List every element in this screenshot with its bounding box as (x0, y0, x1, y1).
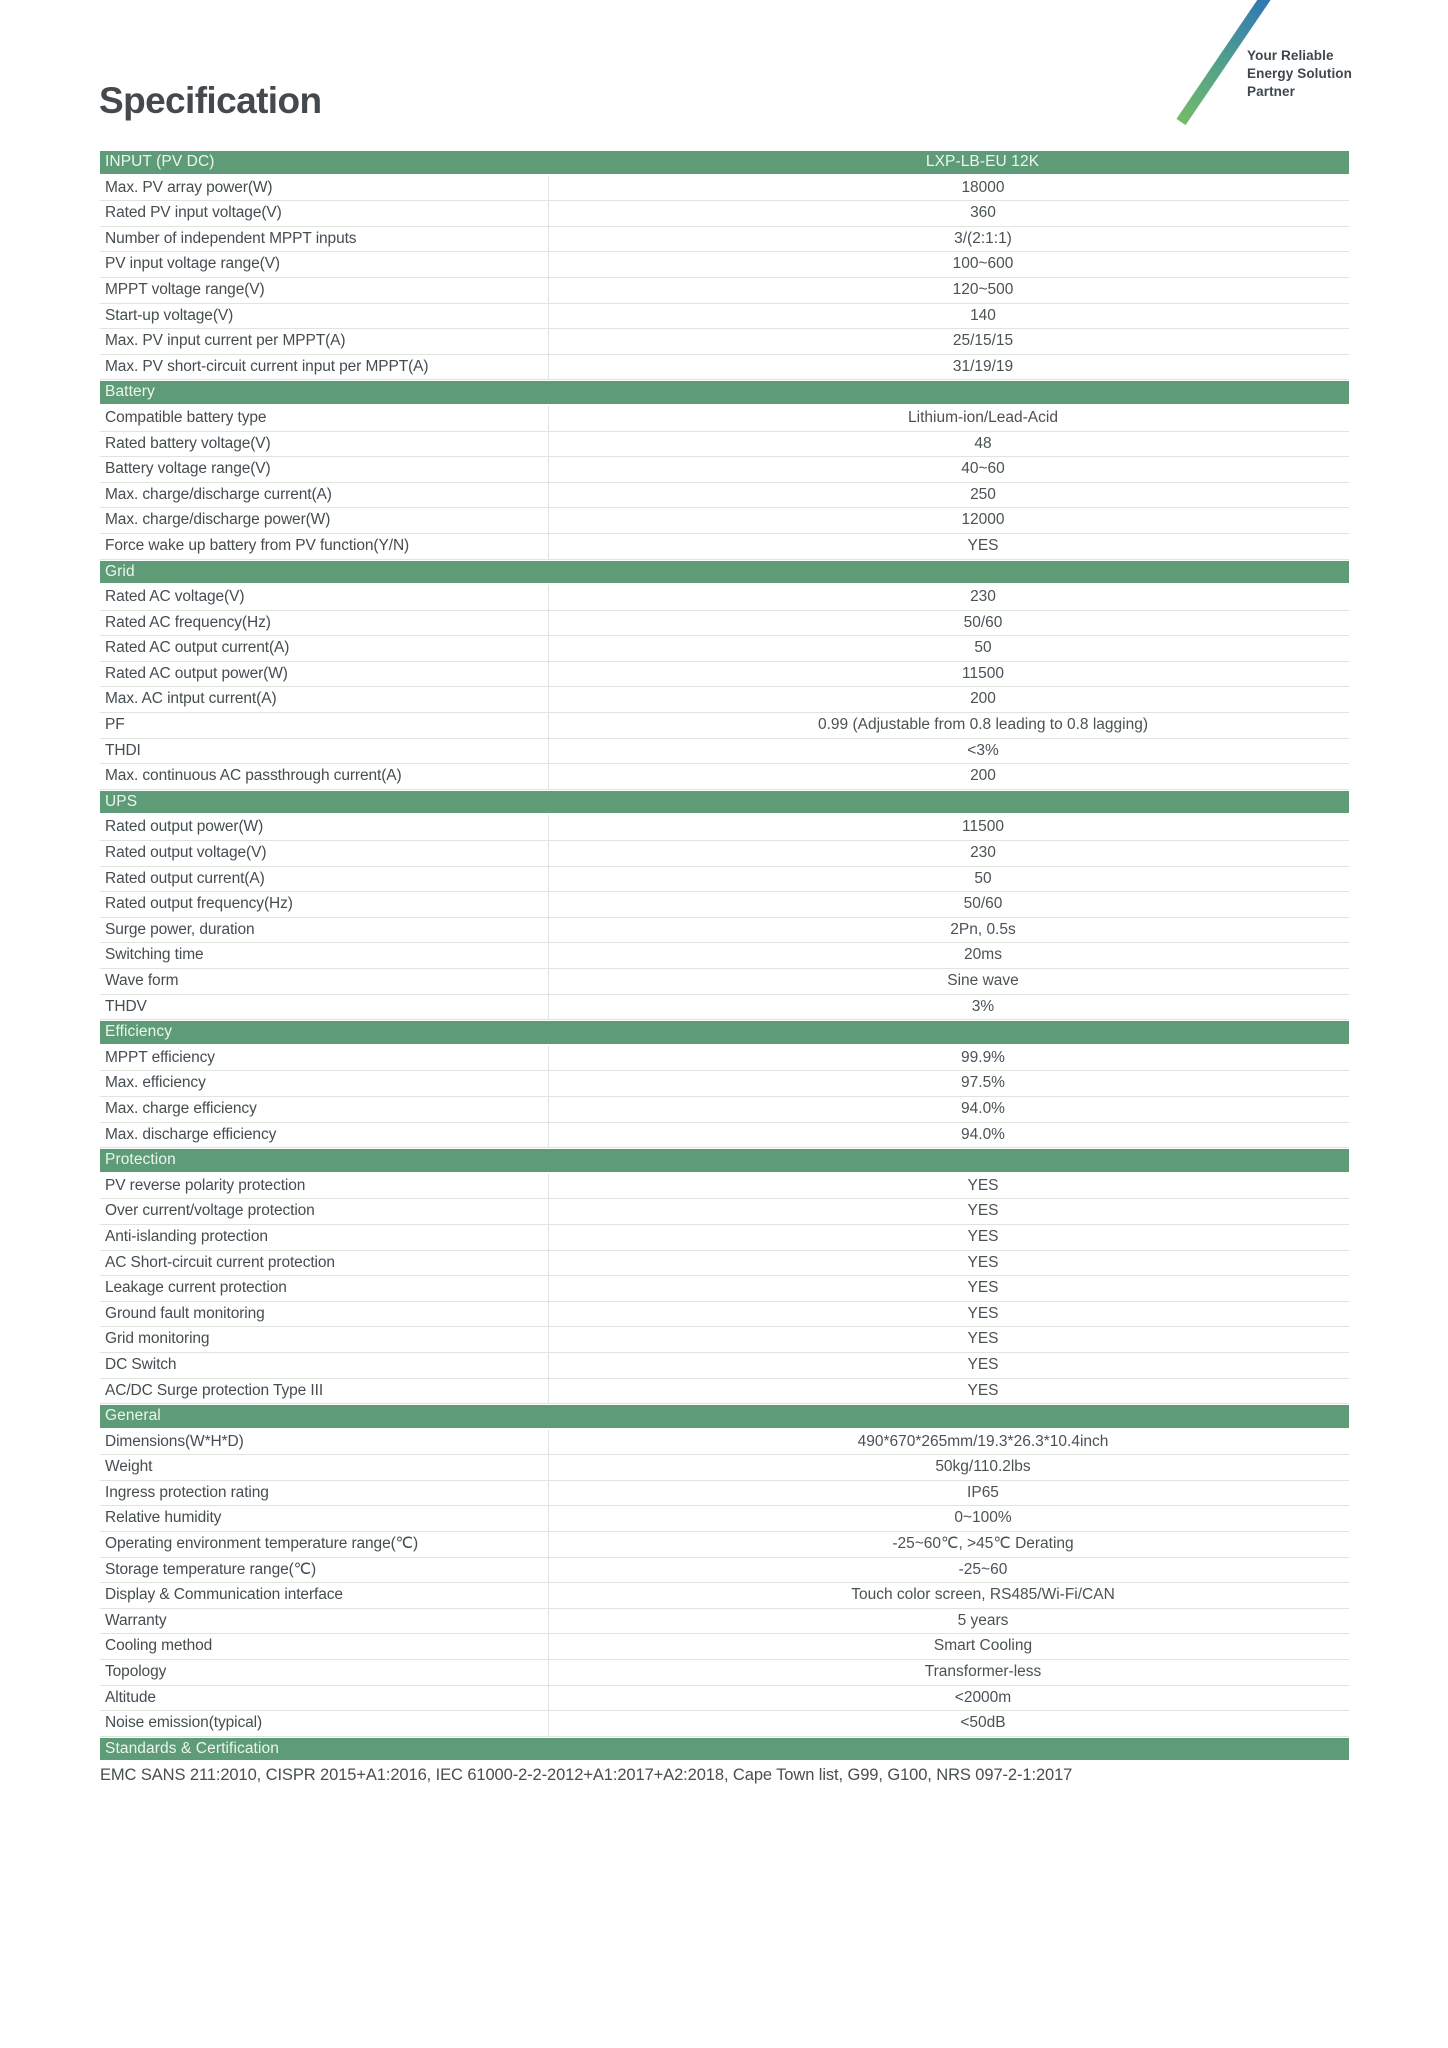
row-value: 3/(2:1:1) (548, 227, 1349, 252)
table-row (100, 1379, 1349, 1405)
table-row (100, 355, 1349, 381)
row-value: 20ms (548, 943, 1349, 968)
row-label: MPPT efficiency (105, 1048, 215, 1066)
section-header (100, 1404, 1349, 1430)
row-label: Start-up voltage(V) (105, 306, 234, 324)
table-row (100, 1455, 1349, 1481)
section-header (100, 790, 1349, 816)
row-label: Relative humidity (105, 1509, 222, 1527)
table-row (100, 969, 1349, 995)
table-row (100, 1609, 1349, 1635)
section-title: Standards & Certification (105, 1739, 279, 1757)
table-row (100, 1071, 1349, 1097)
row-value: -25~60℃, >45℃ Derating (548, 1532, 1349, 1557)
row-label: PV input voltage range(V) (105, 255, 280, 273)
table-row (100, 918, 1349, 944)
row-value: <50dB (548, 1711, 1349, 1736)
section-header (100, 380, 1349, 406)
row-label: Wave form (105, 972, 179, 989)
row-label: Display & Communication interface (105, 1586, 343, 1604)
row-value: YES (548, 534, 1349, 559)
row-label: Rated battery voltage(V) (105, 434, 271, 452)
section-title: UPS (105, 792, 138, 810)
row-value: YES (548, 1302, 1349, 1327)
table-row (100, 841, 1349, 867)
row-value: 25/15/15 (548, 329, 1349, 354)
row-value: 120~500 (548, 278, 1349, 303)
table-row (100, 304, 1349, 330)
row-value: 11500 (548, 815, 1349, 840)
row-label: Grid monitoring (105, 1330, 210, 1348)
row-value: -25~60 (548, 1558, 1349, 1583)
row-value: YES (548, 1379, 1349, 1404)
row-label: Battery voltage range(V) (105, 460, 271, 478)
row-value: 0.99 (Adjustable from 0.8 leading to 0.8 lagging) (548, 713, 1349, 738)
table-row (100, 1225, 1349, 1251)
row-label: Max. AC intput current(A) (105, 690, 277, 708)
table-row (100, 687, 1349, 713)
row-value: 31/19/19 (548, 355, 1349, 380)
row-label: AC/DC Surge protection Type III (105, 1381, 324, 1399)
logo-tagline-line: Energy Solution (1247, 66, 1353, 81)
model-badge: LXP-LB-EU 12K (925, 153, 1040, 170)
table-row (100, 1353, 1349, 1379)
section-title: Battery (105, 383, 155, 401)
table-row (100, 1558, 1349, 1584)
row-value: 200 (548, 687, 1349, 712)
row-label: PV reverse polarity protection (105, 1176, 306, 1194)
table-row (100, 892, 1349, 918)
table-row (100, 432, 1349, 458)
table-row (100, 252, 1349, 278)
row-value: 5 years (548, 1609, 1349, 1634)
section-title: INPUT (PV DC) (105, 153, 215, 170)
row-value: 40~60 (548, 457, 1349, 482)
table-row (100, 201, 1349, 227)
table-row (100, 1046, 1349, 1072)
row-label: Surge power, duration (105, 920, 255, 938)
table-row (100, 457, 1349, 483)
row-value: 50 (548, 636, 1349, 661)
row-label: THDV (105, 997, 147, 1015)
row-value: 3% (548, 995, 1349, 1020)
row-value: 11500 (548, 662, 1349, 687)
table-row (100, 713, 1349, 739)
row-label: DC Switch (105, 1355, 177, 1373)
row-label: Storage temperature range(℃) (105, 1560, 317, 1578)
row-label: Over current/voltage protection (105, 1202, 315, 1220)
brand-logo (1150, 0, 1448, 140)
table-row (100, 176, 1349, 202)
row-value: YES (548, 1199, 1349, 1224)
table-row (100, 483, 1349, 509)
table-row (100, 1276, 1349, 1302)
section-header (100, 560, 1349, 586)
row-label: Ingress protection rating (105, 1483, 269, 1501)
table-row (100, 1430, 1349, 1456)
row-label: Max. discharge efficiency (105, 1125, 277, 1143)
row-value: 100~600 (548, 252, 1349, 277)
row-label: Anti-islanding protection (105, 1227, 268, 1245)
row-value: 50/60 (548, 892, 1349, 917)
row-label: Max. charge efficiency (105, 1099, 257, 1117)
row-value: 94.0% (548, 1097, 1349, 1122)
section-title: General (105, 1407, 161, 1425)
table-row (100, 1174, 1349, 1200)
row-value: 0~100% (548, 1506, 1349, 1531)
table-row (100, 995, 1349, 1021)
table-row (100, 1327, 1349, 1353)
row-value: 360 (548, 201, 1349, 226)
row-label: Max. charge/discharge power(W) (105, 511, 331, 529)
row-value: 97.5% (548, 1071, 1349, 1096)
row-label: Rated output power(W) (105, 818, 264, 836)
row-value: <3% (548, 739, 1349, 764)
table-row (100, 1481, 1349, 1507)
row-value: 94.0% (548, 1123, 1349, 1148)
row-label: Cooling method (105, 1637, 213, 1655)
row-label: Noise emission(typical) (105, 1714, 263, 1732)
section-title: Grid (105, 562, 135, 580)
row-value: Transformer-less (548, 1660, 1349, 1685)
table-row (100, 1532, 1349, 1558)
row-label: MPPT voltage range(V) (105, 280, 265, 298)
page-title: Specification (99, 80, 322, 121)
logo-tagline-line: Your Reliable (1247, 48, 1334, 63)
row-value: 250 (548, 483, 1349, 508)
row-label: Weight (105, 1458, 153, 1476)
section-header (100, 1020, 1349, 1046)
row-label: Max. PV input current per MPPT(A) (105, 332, 346, 350)
row-label: Operating environment temperature range(℃) (105, 1535, 419, 1553)
row-value: <2000m (548, 1686, 1349, 1711)
table-row (100, 662, 1349, 688)
row-label: Rated PV input voltage(V) (105, 204, 282, 222)
table-row (100, 1097, 1349, 1123)
row-value: YES (548, 1353, 1349, 1378)
table-row (100, 406, 1349, 432)
row-value: 230 (548, 585, 1349, 610)
row-value: 99.9% (548, 1046, 1349, 1071)
table-row (100, 1251, 1349, 1277)
row-value: 18000 (548, 176, 1349, 201)
row-label: Dimensions(W*H*D) (105, 1432, 244, 1450)
section-header (100, 1737, 1349, 1763)
row-label: Compatible battery type (105, 408, 267, 426)
table-row (100, 1634, 1349, 1660)
table-row (100, 815, 1349, 841)
table-row (100, 1506, 1349, 1532)
table-row (100, 1302, 1349, 1328)
logo-tagline (1247, 47, 1352, 101)
row-label: Rated AC frequency(Hz) (105, 613, 271, 631)
row-label: Max. continuous AC passthrough current(A) (105, 767, 402, 785)
row-label: Max. efficiency (105, 1074, 206, 1092)
row-value: IP65 (548, 1481, 1349, 1506)
table-row (100, 585, 1349, 611)
logo-tagline-line: Partner (1247, 84, 1295, 99)
spec-table (100, 150, 1349, 1762)
row-label: Rated AC output power(W) (105, 664, 288, 682)
table-row (100, 943, 1349, 969)
row-label: Switching time (105, 946, 204, 964)
row-value: 2Pn, 0.5s (548, 918, 1349, 943)
table-row (100, 1686, 1349, 1712)
table-row (100, 534, 1349, 560)
row-label: Max. charge/discharge current(A) (105, 485, 332, 503)
table-row (100, 636, 1349, 662)
row-value: YES (548, 1276, 1349, 1301)
row-label: Max. PV short-circuit current input per MPPT(A) (105, 357, 429, 375)
row-value: 490*670*265mm/19.3*26.3*10.4inch (548, 1430, 1349, 1455)
row-value: 50 (548, 867, 1349, 892)
table-row (100, 329, 1349, 355)
section-header (100, 1148, 1349, 1174)
row-value: Lithium-ion/Lead-Acid (548, 406, 1349, 431)
row-value: 48 (548, 432, 1349, 457)
row-label: Max. PV array power(W) (105, 178, 273, 196)
row-value: YES (548, 1327, 1349, 1352)
row-label: Altitude (105, 1688, 156, 1706)
row-value: Sine wave (548, 969, 1349, 994)
table-row (100, 611, 1349, 637)
table-row (100, 1123, 1349, 1149)
table-row (100, 1660, 1349, 1686)
section-title: Protection (105, 1151, 176, 1169)
row-value: 140 (548, 304, 1349, 329)
table-row (100, 764, 1349, 790)
row-label: Rated output frequency(Hz) (105, 895, 293, 913)
row-label: PF (105, 716, 125, 734)
row-value: 12000 (548, 508, 1349, 533)
section-header (100, 150, 1349, 176)
row-label: Number of independent MPPT inputs (105, 229, 357, 247)
table-row (100, 1711, 1349, 1737)
row-value: 200 (548, 764, 1349, 789)
row-value: Smart Cooling (548, 1634, 1349, 1659)
row-label: THDI (105, 741, 141, 759)
table-row (100, 739, 1349, 765)
standards-footnote: EMC SANS 211:2010, CISPR 2015+A1:2016, IEC 61000-2-2-2012+A1:2017+A2:2018, Cape Town list, G99, G100, NRS 097-2-1:2017 (100, 1766, 1073, 1784)
table-row (100, 1583, 1349, 1609)
table-row (100, 508, 1349, 534)
row-label: Rated AC output current(A) (105, 639, 290, 657)
row-label: Warranty (105, 1611, 167, 1629)
row-label: Rated output voltage(V) (105, 844, 267, 862)
row-value: Touch color screen, RS485/Wi-Fi/CAN (548, 1583, 1349, 1608)
row-label: Force wake up battery from PV function(Y/N) (105, 536, 410, 554)
row-label: Ground fault monitoring (105, 1304, 265, 1322)
table-row (100, 1199, 1349, 1225)
row-value: 50/60 (548, 611, 1349, 636)
table-row (100, 227, 1349, 253)
row-label: Rated AC voltage(V) (105, 588, 245, 606)
row-label: Topology (105, 1663, 167, 1681)
table-row (100, 278, 1349, 304)
row-value: 230 (548, 841, 1349, 866)
table-row (100, 867, 1349, 893)
row-label: AC Short-circuit current protection (105, 1253, 335, 1271)
row-value: YES (548, 1251, 1349, 1276)
row-value: 50kg/110.2lbs (548, 1455, 1349, 1480)
row-label: Leakage current protection (105, 1279, 287, 1297)
section-title: Efficiency (105, 1023, 173, 1041)
row-value: YES (548, 1225, 1349, 1250)
row-label: Rated output current(A) (105, 869, 265, 887)
row-value: YES (548, 1174, 1349, 1199)
